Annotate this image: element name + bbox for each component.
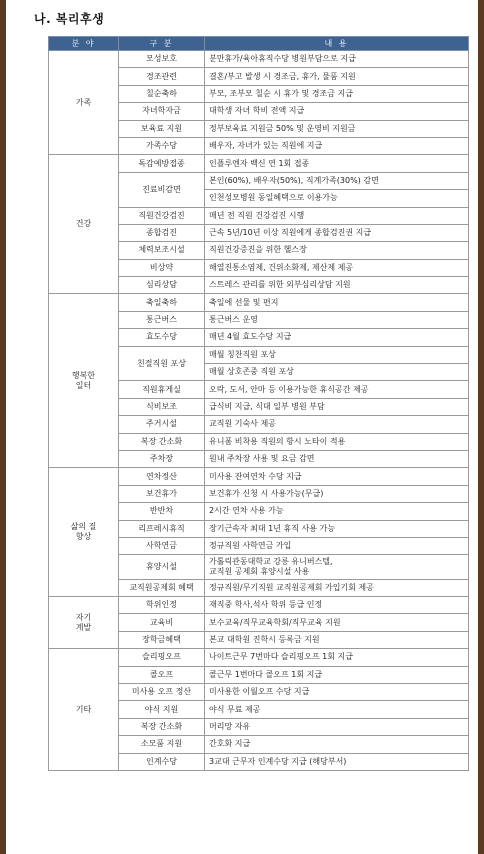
description-cell: 나이트근무 7번마다 슬리핑오프 1회 지급	[205, 649, 469, 666]
description-cell: 분만휴가/육아휴직수당 병원부담으로 지급	[205, 51, 469, 68]
page-frame-right	[478, 0, 484, 854]
item-cell: 자녀학자금	[119, 103, 205, 120]
description-cell: 직원건강증진을 위한 헬스장	[205, 242, 469, 259]
description-cell: 매년 4월 효도수당 지급	[205, 329, 469, 346]
description-cell: 매년 전 직원 건강검진 시행	[205, 207, 469, 224]
item-cell: 친절직원 포상	[119, 346, 205, 381]
description-cell: 통근버스 운영	[205, 311, 469, 328]
item-cell: 미사용 오프 정산	[119, 684, 205, 701]
description-cell: 교직원 기숙사 제공	[205, 416, 469, 433]
description-cell: 본인(60%), 배우자(50%), 직계가족(30%) 감면	[205, 172, 469, 189]
item-cell: 보육료 지원	[119, 120, 205, 137]
description-cell: 부모, 조부모 칠순 시 휴가 및 경조금 지급	[205, 85, 469, 102]
table-row	[49, 51, 469, 68]
item-cell: 비상약	[119, 259, 205, 276]
table-row	[49, 649, 469, 666]
item-cell: 종합검진	[119, 224, 205, 241]
header-category: 구 분	[119, 37, 205, 51]
description-cell: 미사용 잔여연차 수당 지급	[205, 468, 469, 485]
description-cell: 원내 주차장 사용 및 요금 감면	[205, 450, 469, 467]
table-row	[49, 597, 469, 614]
item-cell: 모성보호	[119, 51, 205, 68]
item-cell: 경조관련	[119, 68, 205, 85]
description-cell: 결혼/부고 발생 시 경조금, 휴가, 물품 지원	[205, 68, 469, 85]
item-cell: 심리상담	[119, 277, 205, 294]
category-cell: 자기 계발	[49, 597, 119, 649]
description-cell: 축일에 선물 및 편지	[205, 294, 469, 311]
item-cell: 보건휴가	[119, 485, 205, 502]
table-row	[49, 294, 469, 311]
item-cell: 체력보조시설	[119, 242, 205, 259]
item-cell: 주차장	[119, 450, 205, 467]
description-cell: 콜근무 1번마다 콜오프 1회 지급	[205, 666, 469, 683]
description-cell: 정규직원 사학연금 가입	[205, 537, 469, 554]
item-cell: 가족수당	[119, 137, 205, 154]
description-cell: 유니폼 비착용 직원의 항시 노타이 적용	[205, 433, 469, 450]
item-cell: 장학금혜택	[119, 631, 205, 648]
description-cell: 간호화 지급	[205, 736, 469, 753]
section-title: 나. 복리후생	[34, 12, 105, 26]
category-cell: 삶의 질 향상	[49, 468, 119, 597]
item-cell: 칠순축하	[119, 85, 205, 102]
description-cell: 배우자, 자녀가 있는 직원에 지급	[205, 137, 469, 154]
item-cell: 식비보조	[119, 398, 205, 415]
category-cell: 가족	[49, 51, 119, 155]
description-cell: 머리망 자유	[205, 718, 469, 735]
category-cell: 행복한 일터	[49, 294, 119, 468]
table-row	[49, 155, 469, 172]
description-cell: 해열진통소염제, 건위소화제, 제산제 제공	[205, 259, 469, 276]
item-cell: 슬리핑오프	[119, 649, 205, 666]
item-cell: 소모품 지원	[119, 736, 205, 753]
header-field: 분 야	[49, 37, 119, 51]
item-cell: 반반차	[119, 503, 205, 520]
description-cell: 정규직원/무기직원 교직원공제회 가입기회 제공	[205, 579, 469, 596]
page-frame-left	[0, 0, 6, 854]
description-cell: 본교 대학원 진학시 등록금 지원	[205, 631, 469, 648]
item-cell: 직원건강검진	[119, 207, 205, 224]
header-content: 내 용	[205, 37, 469, 51]
description-cell: 인플루엔자 백신 연 1회 접종	[205, 155, 469, 172]
item-cell: 독감예방접종	[119, 155, 205, 172]
description-cell: 인천성모병원 동일혜택으로 이용가능	[205, 190, 469, 207]
item-cell: 효도수당	[119, 329, 205, 346]
item-cell: 인계수당	[119, 753, 205, 770]
description-cell: 야식 무료 제공	[205, 701, 469, 718]
description-cell: 미사용한 이월오프 수당 지급	[205, 684, 469, 701]
description-cell: 스트레스 관리를 위한 외부심리상담 지원	[205, 277, 469, 294]
description-cell: 2시간 연차 사용 가능	[205, 503, 469, 520]
item-cell: 야식 지원	[119, 701, 205, 718]
item-cell: 교직원공제회 혜택	[119, 579, 205, 596]
description-cell: 장기근속자 최대 1년 휴직 사용 가능	[205, 520, 469, 537]
table-body	[49, 51, 469, 771]
item-cell: 콜오프	[119, 666, 205, 683]
item-cell: 연차정산	[119, 468, 205, 485]
table-header-row	[49, 37, 469, 51]
description-cell: 가톨릭관동대학교 강릉 유니버스텔, 교직원 공제회 휴양시설 사용	[205, 555, 469, 579]
description-cell: 대학생 자녀 학비 전액 지급	[205, 103, 469, 120]
category-cell: 건강	[49, 155, 119, 294]
item-cell: 통근버스	[119, 311, 205, 328]
description-cell: 매월 상호존중 직원 포상	[205, 364, 469, 381]
benefits-table	[48, 36, 469, 771]
document-page	[10, 0, 474, 854]
description-cell: 근속 5년/10년 이상 직원에게 종합검진권 지급	[205, 224, 469, 241]
description-cell: 오락, 도서, 안마 등 이용가능한 휴식공간 제공	[205, 381, 469, 398]
description-cell: 정부보육료 지원금 50% 및 운영비 지원금	[205, 120, 469, 137]
description-cell: 재직중 학사,석사 학위 등급 인정	[205, 597, 469, 614]
item-cell: 주거시설	[119, 416, 205, 433]
description-cell: 보건휴가 신청 시 사용가능(무급)	[205, 485, 469, 502]
item-cell: 학위인정	[119, 597, 205, 614]
category-cell: 기타	[49, 649, 119, 771]
item-cell: 축일축하	[119, 294, 205, 311]
item-cell: 사학연금	[119, 537, 205, 554]
item-cell: 교육비	[119, 614, 205, 631]
item-cell: 복장 간소화	[119, 718, 205, 735]
item-cell: 리프레시휴직	[119, 520, 205, 537]
description-cell: 급식비 지급, 식대 일부 병원 부담	[205, 398, 469, 415]
table-row	[49, 468, 469, 485]
item-cell: 복장 간소화	[119, 433, 205, 450]
item-cell: 진료비감면	[119, 172, 205, 207]
description-cell: 보수교육/직무교육학회/직무교육 지원	[205, 614, 469, 631]
item-cell: 휴양시설	[119, 555, 205, 579]
description-cell: 매월 칭찬직원 포상	[205, 346, 469, 363]
description-cell: 3교대 근무자 인계수당 지급 (해당부서)	[205, 753, 469, 770]
item-cell: 직원휴게실	[119, 381, 205, 398]
